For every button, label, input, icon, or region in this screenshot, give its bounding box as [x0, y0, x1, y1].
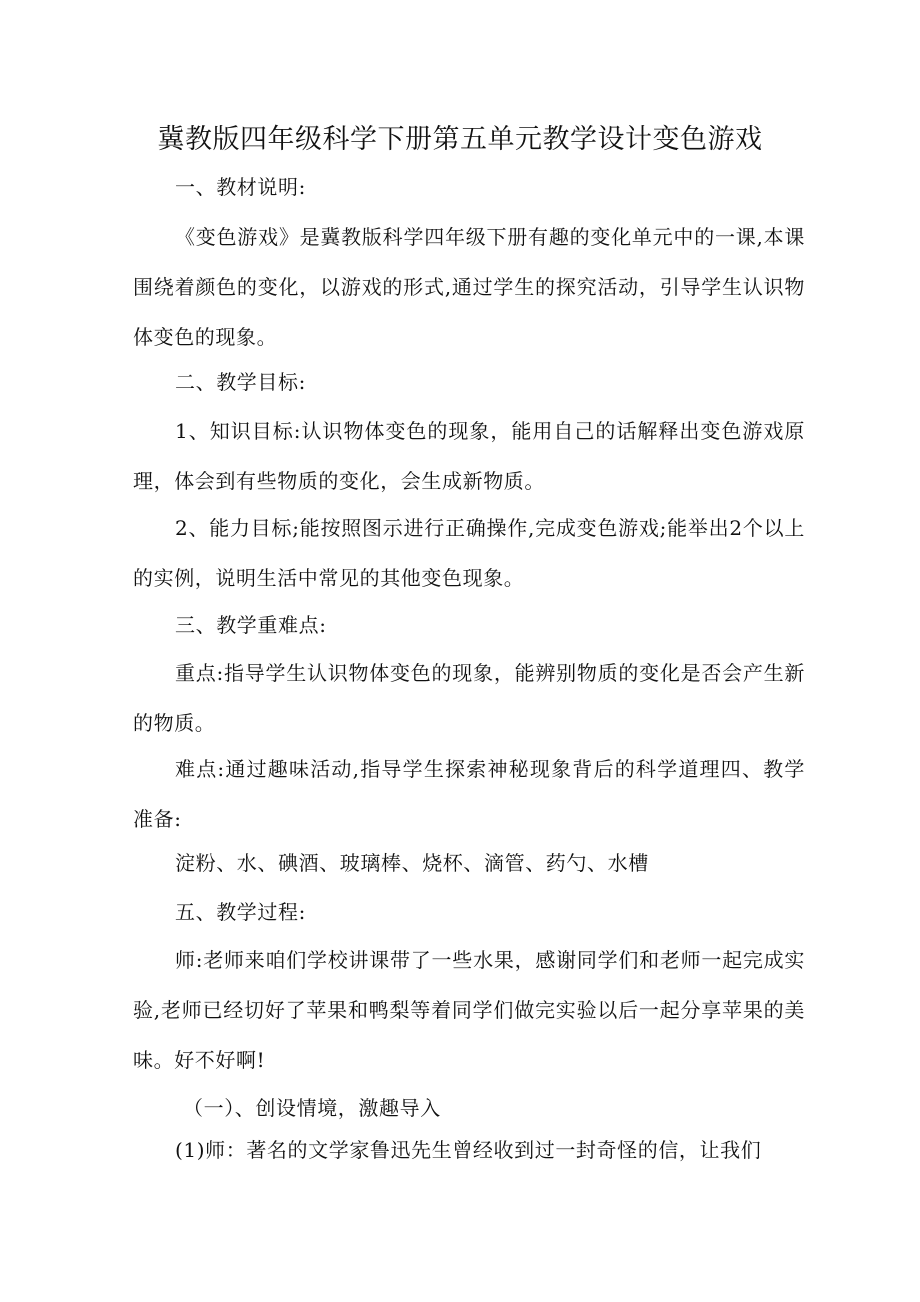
paragraph-teacher-intro: 师:老师来咱们学校讲课带了一些水果，感谢同学们和老师一起完成实验,老师已经切好了苹果和鸭梨等着同学们做完实验以后一起分享苹果的美味。好不好啊!: [133, 948, 805, 1072]
paragraph-materials-list: 淀粉、水、碘酒、玻璃棒、烧杯、滴管、药勺、水槽: [175, 851, 649, 875]
section-heading-materials: 一、教材说明:: [175, 175, 306, 199]
paragraph-materials-description: 《变色游戏》是冀教版科学四年级下册有趣的变化单元中的一课,本课围绕着颜色的变化，以游戏的形式,通过学生的探究活动，引导学生认识物体变色的现象。: [133, 225, 805, 349]
section-heading-process: 五、教学过程:: [175, 900, 306, 924]
document-title: 冀教版四年级科学下册第五单元教学设计变色游戏: [157, 124, 763, 155]
section-heading-goals: 二、教学目标:: [175, 370, 306, 394]
paragraph-knowledge-goal: 1、知识目标:认识物体变色的现象，能用自己的话解释出变色游戏原理，体会到有些物质的变化，会生成新物质。: [133, 419, 805, 493]
paragraph-difficult-point: 难点:通过趣味活动,指导学生探索神秘现象背后的科学道理四、教学准备:: [133, 757, 805, 831]
paragraph-ability-goal: 2、能力目标;能按照图示进行正确操作,完成变色游戏;能举出2个以上的实例，说明生活中常见的其他变色现象。: [133, 516, 805, 590]
paragraph-key-point: 重点:指导学生认识物体变色的现象，能辨别物质的变化是否会产生新的物质。: [133, 661, 805, 735]
paragraph-step-1: (1)师：著名的文学家鲁迅先生曾经收到过一封奇怪的信，让我们: [175, 1138, 762, 1162]
subsection-heading-scenario: （一）、创设情境，激趣导入: [183, 1096, 441, 1120]
section-heading-key-points: 三、教学重难点:: [175, 613, 327, 637]
